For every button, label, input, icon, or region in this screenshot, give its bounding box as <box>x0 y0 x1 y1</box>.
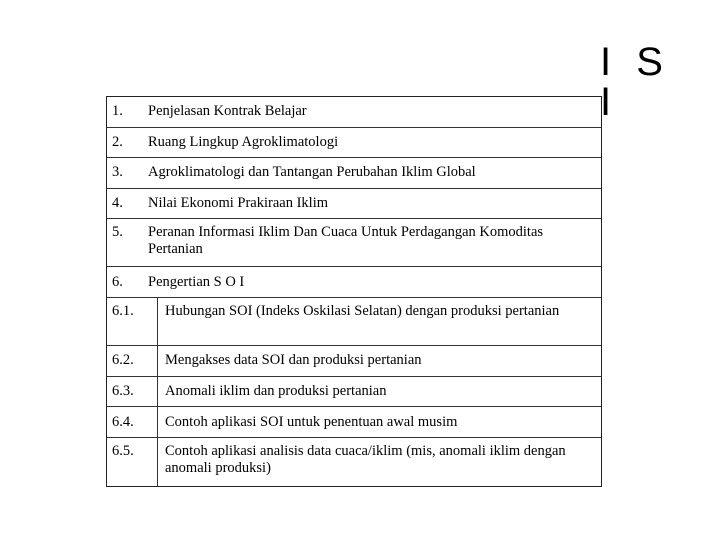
toc-number: 5. <box>112 224 123 241</box>
toc-text: Contoh aplikasi analisis data cuaca/iklim (mis, anomali iklim dengan anomali produksi) <box>165 442 566 476</box>
slide-title: I S I <box>600 40 670 124</box>
toc-row-5 <box>107 219 601 267</box>
toc-row-6 <box>107 267 601 298</box>
toc-row-1 <box>107 97 601 128</box>
toc-number: 4. <box>112 194 123 211</box>
toc-text: Ruang Lingkup Agroklimatologi <box>148 133 339 150</box>
toc-text: Peranan Informasi Iklim Dan Cuaca Untuk Perdagangan Komoditas Pertanian <box>148 224 544 258</box>
toc-number: 3. <box>112 164 123 181</box>
toc-number: 6.4. <box>107 407 158 437</box>
toc-row-2 <box>107 128 601 159</box>
toc-number: 1. <box>112 103 123 120</box>
toc-text: Mengakses data SOI dan produksi pertanian <box>165 352 422 369</box>
toc-text: Hubungan SOI (Indeks Oskilasi Selatan) dengan produksi pertanian <box>165 302 560 319</box>
toc-number: 6.3. <box>107 377 158 407</box>
toc-text: Pengertian S O I <box>148 273 245 290</box>
toc-text: Nilai Ekonomi Prakiraan Iklim <box>148 194 329 211</box>
toc-text: Anomali iklim dan produksi pertanian <box>165 383 387 400</box>
toc-row-4 <box>107 189 601 220</box>
toc-row-6-4 <box>107 407 601 438</box>
toc-number: 6. <box>112 273 123 290</box>
toc-text: Agroklimatologi dan Tantangan Perubahan Iklim Global <box>148 164 476 181</box>
toc-row-6-5 <box>107 438 601 486</box>
toc-row-6-1 <box>107 298 601 346</box>
toc-number: 2. <box>112 133 123 150</box>
toc-text: Contoh aplikasi SOI untuk penentuan awal musim <box>165 413 458 430</box>
toc-row-3 <box>107 158 601 189</box>
toc-number: 6.5. <box>107 438 158 486</box>
table-of-contents <box>106 96 602 487</box>
toc-number: 6.1. <box>107 298 158 345</box>
toc-row-6-3 <box>107 377 601 408</box>
toc-text: Penjelasan Kontrak Belajar <box>148 103 307 120</box>
toc-row-6-2 <box>107 346 601 377</box>
toc-number: 6.2. <box>107 346 158 376</box>
